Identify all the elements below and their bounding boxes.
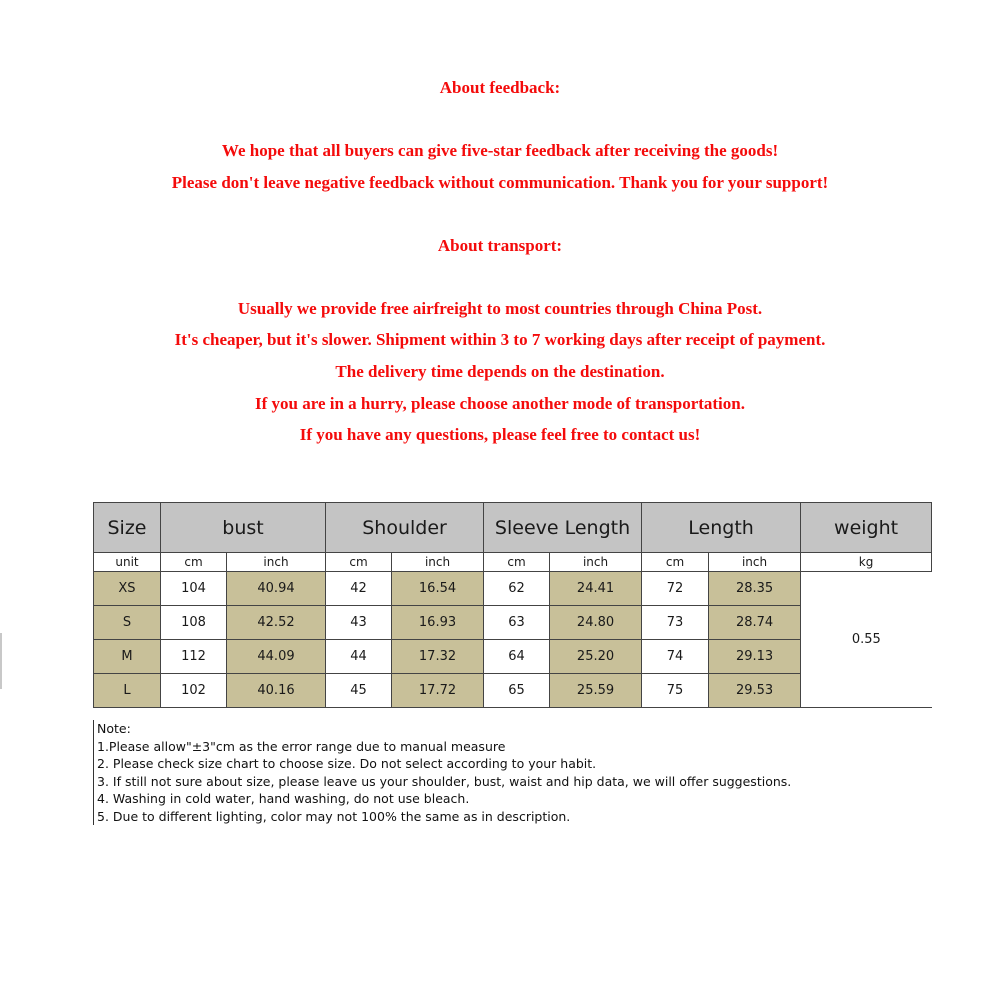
table-cell: 29.13	[709, 640, 801, 674]
table-cell: 44	[326, 640, 392, 674]
unit-cell: cm	[161, 553, 227, 572]
table-cell: 42.52	[227, 606, 326, 640]
table-cell: 104	[161, 572, 227, 606]
table-cell: 43	[326, 606, 392, 640]
table-cell: 24.41	[550, 572, 642, 606]
table-cell: 29.53	[709, 674, 801, 708]
table-cell: 17.72	[392, 674, 484, 708]
unit-cell: cm	[642, 553, 709, 572]
unit-cell: cm	[484, 553, 550, 572]
size-label: XS	[94, 572, 161, 606]
note-item: 4. Washing in cold water, hand washing, do not use bleach.	[97, 791, 470, 806]
table-cell: 108	[161, 606, 227, 640]
transport-line: It's cheaper, but it's slower. Shipment within 3 to 7 working days after receipt of payment.	[174, 330, 826, 349]
size-label: M	[94, 640, 161, 674]
table-cell: 74	[642, 640, 709, 674]
unit-cell: inch	[227, 553, 326, 572]
header-shoulder: Shoulder	[326, 503, 484, 553]
table-cell: 24.80	[550, 606, 642, 640]
notes-section	[93, 720, 797, 825]
table-cell: 65	[484, 674, 550, 708]
table-cell: 63	[484, 606, 550, 640]
table-cell: 73	[642, 606, 709, 640]
header-weight: weight	[801, 503, 932, 553]
edge-mark	[0, 633, 2, 689]
notes-title: Note:	[97, 721, 131, 736]
table-cell: 16.93	[392, 606, 484, 640]
weight-value: 0.55	[801, 572, 932, 708]
table-cell: 72	[642, 572, 709, 606]
unit-cell: inch	[550, 553, 642, 572]
feedback-heading: About feedback:	[439, 78, 561, 97]
header-size: Size	[94, 503, 161, 553]
feedback-line: Please don't leave negative feedback without communication. Thank you for your support!	[171, 173, 829, 192]
header-row	[94, 503, 932, 553]
table-cell: 16.54	[392, 572, 484, 606]
unit-cell: inch	[392, 553, 484, 572]
table-row	[94, 572, 932, 606]
transport-line: If you have any questions, please feel free to contact us!	[299, 425, 701, 444]
table-cell: 25.59	[550, 674, 642, 708]
table-cell: 64	[484, 640, 550, 674]
transport-line: Usually we provide free airfreight to most countries through China Post.	[237, 299, 763, 318]
transport-heading: About transport:	[437, 236, 563, 255]
unit-cell: inch	[709, 553, 801, 572]
table-cell: 44.09	[227, 640, 326, 674]
transport-line: The delivery time depends on the destination.	[335, 362, 665, 381]
table-cell: 62	[484, 572, 550, 606]
table-cell: 25.20	[550, 640, 642, 674]
size-chart-table	[93, 502, 932, 708]
table-cell: 112	[161, 640, 227, 674]
table-cell: 75	[642, 674, 709, 708]
note-item: 5. Due to different lighting, color may not 100% the same as in description.	[97, 808, 571, 824]
table-cell: 28.74	[709, 606, 801, 640]
size-label: S	[94, 606, 161, 640]
unit-cell: unit	[94, 553, 161, 572]
transport-line: If you are in a hurry, please choose another mode of transportation.	[254, 394, 745, 413]
header-bust: bust	[161, 503, 326, 553]
unit-cell: cm	[326, 553, 392, 572]
header-length: Length	[642, 503, 801, 553]
note-item: 3. If still not sure about size, please leave us your shoulder, bust, waist and hip data, we will offer suggestions.	[97, 773, 792, 789]
table-cell: 40.16	[227, 674, 326, 708]
unit-row	[94, 553, 932, 572]
table-cell: 42	[326, 572, 392, 606]
table-cell: 28.35	[709, 572, 801, 606]
table-cell: 102	[161, 674, 227, 708]
table-cell: 17.32	[392, 640, 484, 674]
size-label: L	[94, 674, 161, 708]
table-cell: 40.94	[227, 572, 326, 606]
feedback-line: We hope that all buyers can give five-star feedback after receiving the goods!	[221, 141, 779, 160]
header-sleeve-length: Sleeve Length	[484, 503, 642, 553]
table-cell: 45	[326, 674, 392, 708]
unit-cell: kg	[801, 553, 932, 572]
note-item: 1.Please allow"±3"cm as the error range due to manual measure	[97, 738, 506, 754]
note-item: 2. Please check size chart to choose size. Do not select according to your habit.	[97, 756, 597, 771]
